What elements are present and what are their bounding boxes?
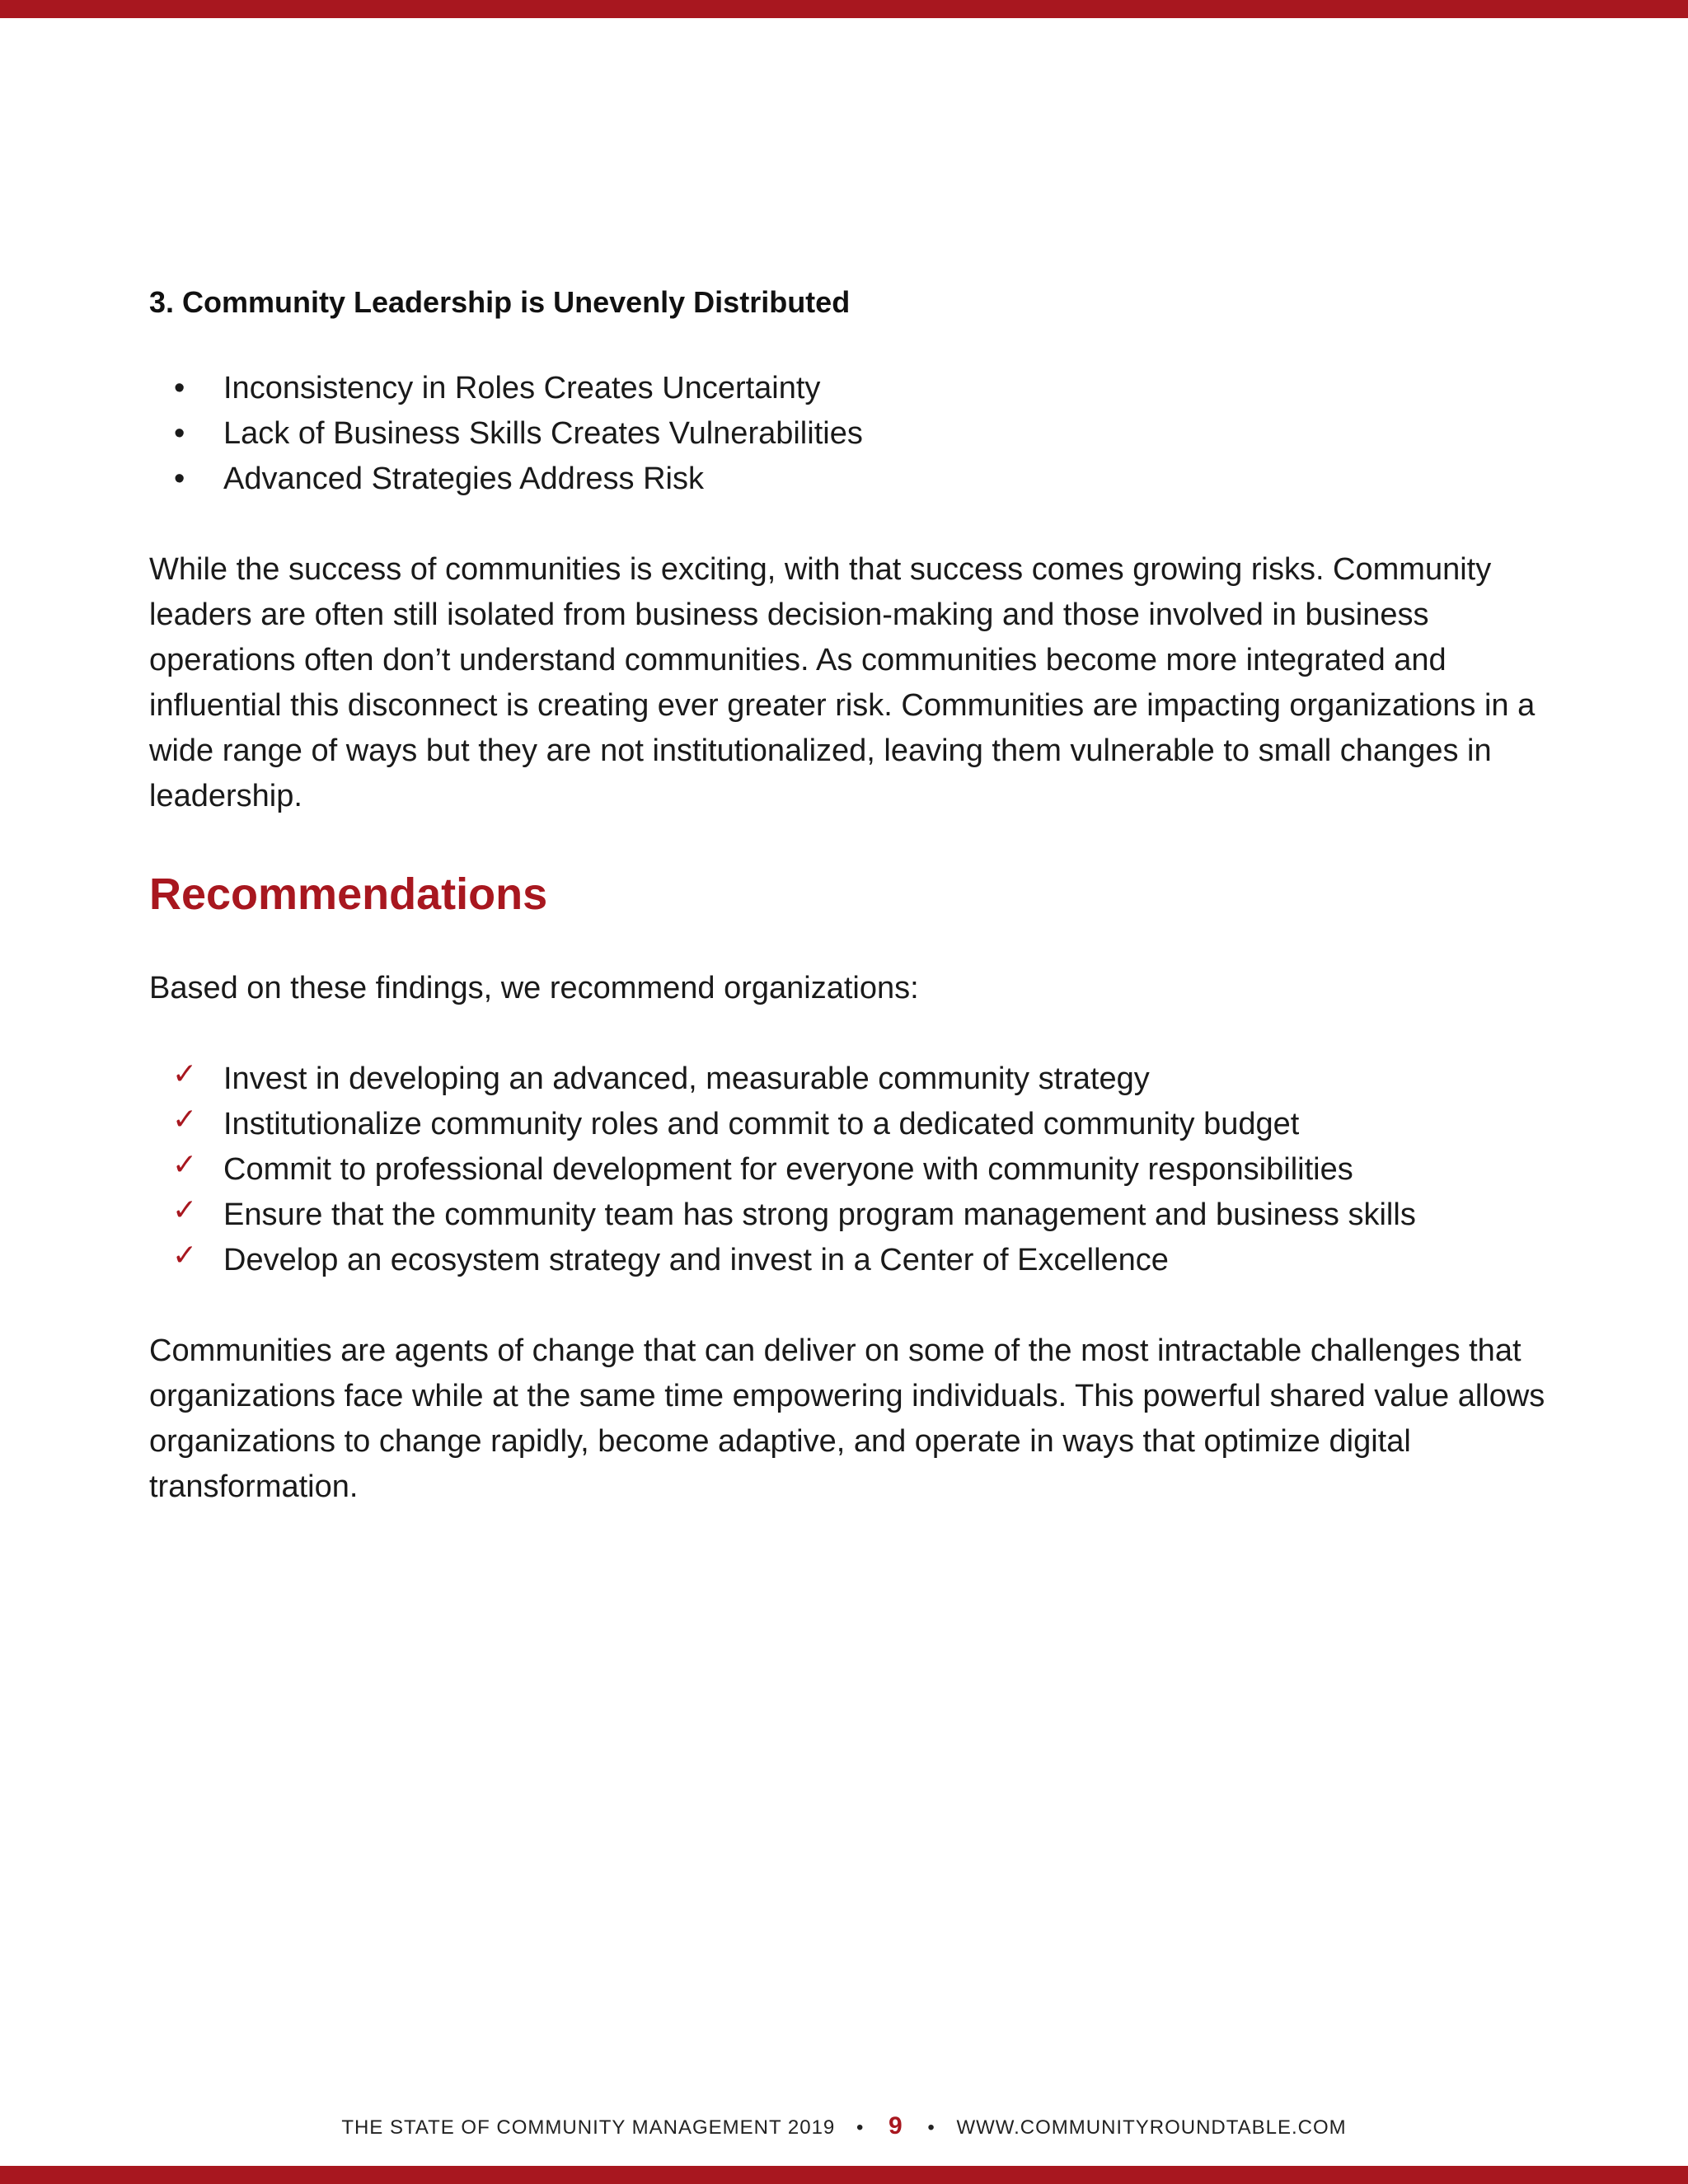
checkmark-icon: ✓ <box>172 1239 198 1272</box>
page-footer <box>0 2111 1688 2143</box>
top-accent-bar <box>0 0 1688 18</box>
list-item-text: Invest in developing an advanced, measurable community strategy <box>223 1062 1150 1096</box>
footer-report-title: THE STATE OF COMMUNITY MANAGEMENT 2019 <box>341 2116 836 2139</box>
list-item <box>149 366 1550 411</box>
closing-paragraph: Communities are agents of change that can deliver on some of the most intractable challenges that organizations face while at the same time empowering individuals. This powerful shared value allows organizations to change rapidly, become adaptive, and operate in ways that optimize digital transformation. <box>149 1333 1545 1504</box>
list-item-text: Develop an ecosystem strategy and invest in a Center of Excellence <box>223 1243 1169 1277</box>
bullet-icon: • <box>174 416 185 451</box>
list-item <box>149 1057 1550 1102</box>
list-item <box>149 1147 1550 1193</box>
checkmark-icon: ✓ <box>172 1103 198 1137</box>
list-item-text: Ensure that the community team has strong program management and business skills <box>223 1197 1416 1232</box>
list-item <box>149 457 1550 502</box>
page-number: 9 <box>889 2112 903 2139</box>
page-content <box>149 280 1550 1510</box>
finding-bullet-list <box>149 366 1550 502</box>
finding-body-paragraph: While the success of communities is exciting, with that success comes growing risks. Community leaders are often still isolated from business decision-making and those involved in business operations often don’t understand communities. As communities become more integrated and influential this disconnect is creating ever greater risk. Communities are impacting organizations in a wide range of ways but they are not institutionalized, leaving them vulnerable to small changes in leadership. <box>149 552 1536 813</box>
bullet-icon: • <box>174 371 185 405</box>
bullet-icon: • <box>174 462 185 496</box>
recommendations-intro: Based on these findings, we recommend organizations: <box>149 971 919 1005</box>
checkmark-icon: ✓ <box>172 1193 198 1227</box>
list-item-text: Lack of Business Skills Creates Vulnerabilities <box>223 416 863 451</box>
footer-website-link[interactable]: WWW.COMMUNITYROUNDTABLE.COM <box>956 2116 1347 2139</box>
list-item-text: Advanced Strategies Address Risk <box>223 462 704 496</box>
footer-separator: • <box>856 2116 865 2139</box>
checkmark-icon: ✓ <box>172 1057 198 1091</box>
list-item-text: Commit to professional development for everyone with community responsibilities <box>223 1152 1353 1187</box>
list-item <box>149 1193 1550 1238</box>
list-item-text: Institutionalize community roles and commit to a dedicated community budget <box>223 1107 1300 1141</box>
recommendations-checklist <box>149 1057 1550 1283</box>
list-item-text: Inconsistency in Roles Creates Uncertainty <box>223 371 821 405</box>
bottom-accent-bar <box>0 2166 1688 2184</box>
list-item <box>149 411 1550 457</box>
checkmark-icon: ✓ <box>172 1148 198 1182</box>
list-item <box>149 1102 1550 1147</box>
footer-separator: • <box>927 2116 935 2139</box>
list-item <box>149 1238 1550 1283</box>
finding-heading: 3. Community Leadership is Unevenly Distributed <box>149 285 851 319</box>
recommendations-heading: Recommendations <box>149 869 548 919</box>
